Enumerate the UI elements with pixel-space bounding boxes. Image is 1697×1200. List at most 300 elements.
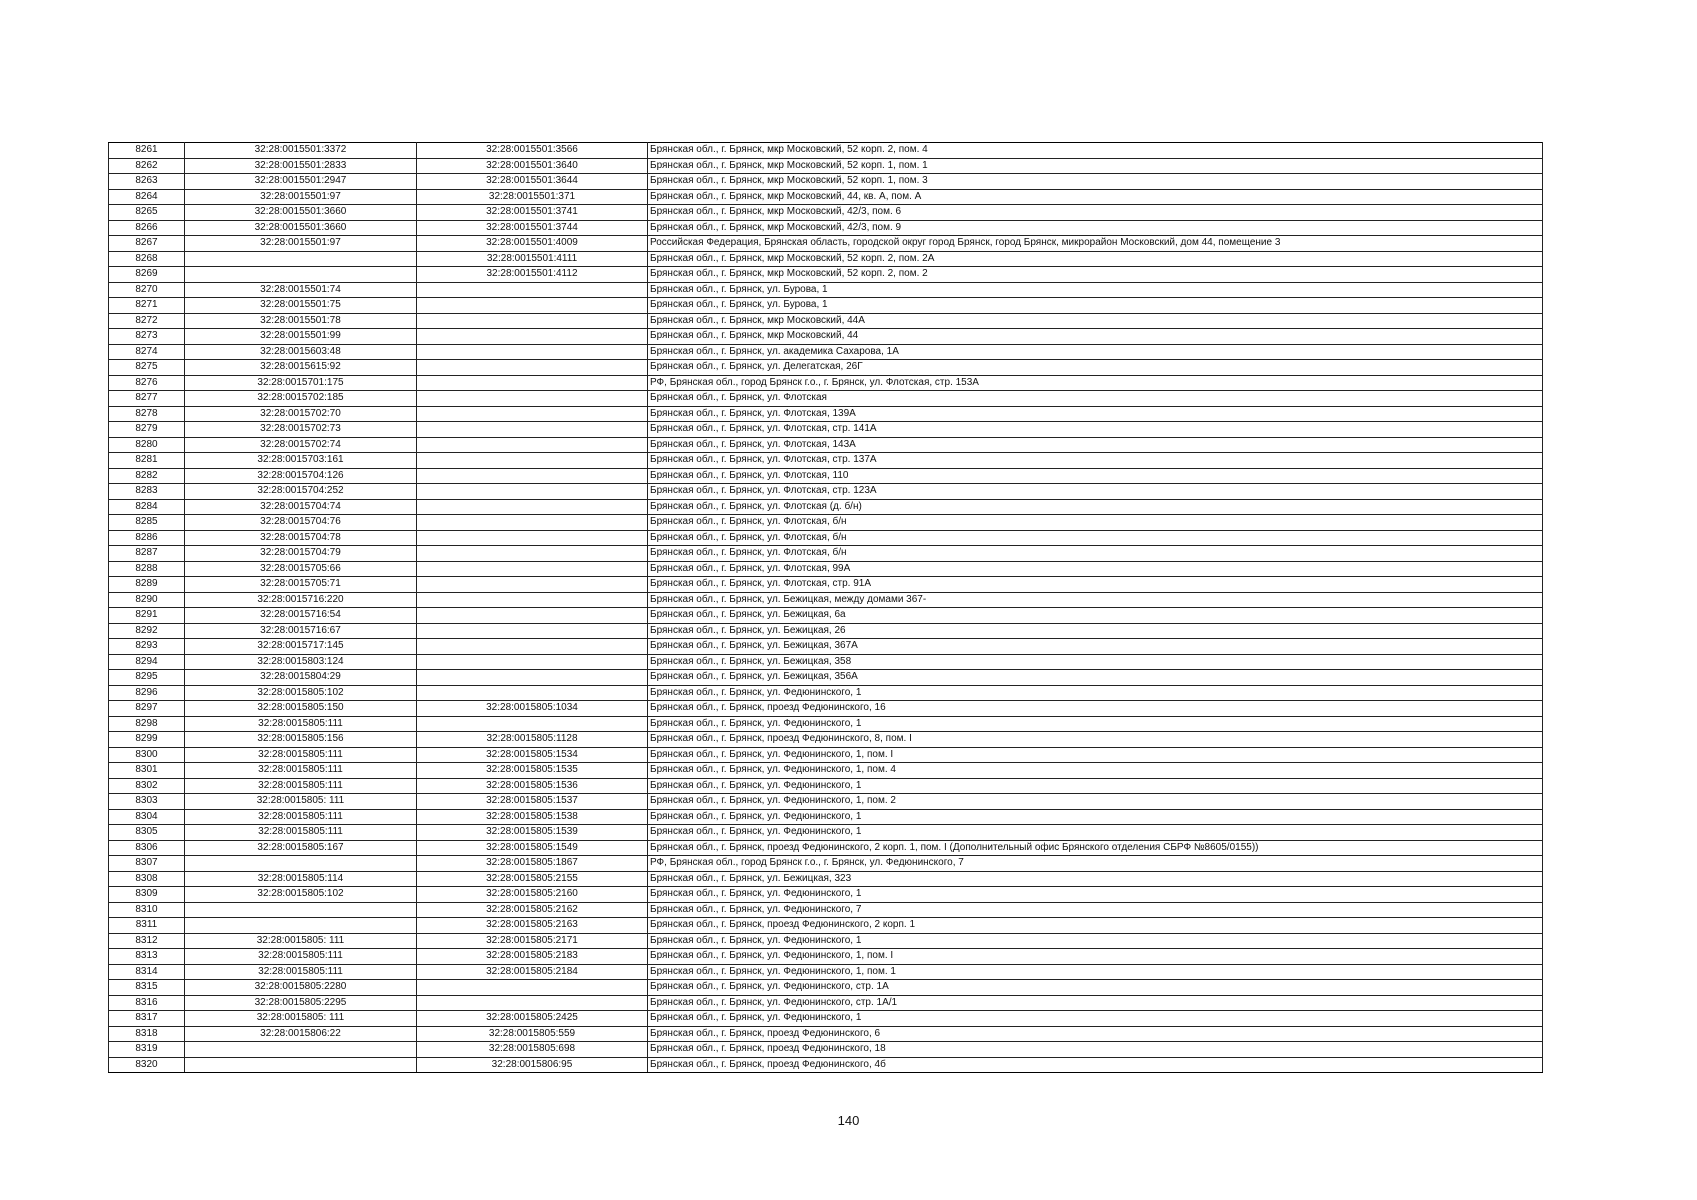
row-number-cell: 8290 bbox=[109, 592, 185, 608]
row-number-cell: 8316 bbox=[109, 995, 185, 1011]
row-number-cell: 8284 bbox=[109, 499, 185, 515]
address-cell: Брянская обл., г. Брянск, проезд Федюнинского, 16 bbox=[648, 701, 1543, 717]
address-cell: Брянская обл., г. Брянск, мкр Московский, 52 корп. 1, пом. 3 bbox=[648, 174, 1543, 190]
object-cadastral-number-cell: 32:28:0015805:1536 bbox=[417, 778, 648, 794]
land-cadastral-number-cell: 32:28:0015717:145 bbox=[185, 639, 417, 655]
row-number-cell: 8308 bbox=[109, 871, 185, 887]
row-number-cell: 8285 bbox=[109, 515, 185, 531]
address-cell: Брянская обл., г. Брянск, ул. Делегатская, 26Г bbox=[648, 360, 1543, 376]
table-row bbox=[109, 840, 1543, 856]
table-row bbox=[109, 995, 1543, 1011]
land-cadastral-number-cell: 32:28:0015716:54 bbox=[185, 608, 417, 624]
address-cell: Брянская обл., г. Брянск, ул. Флотская, стр. 123А bbox=[648, 484, 1543, 500]
table-row bbox=[109, 701, 1543, 717]
row-number-cell: 8320 bbox=[109, 1057, 185, 1073]
object-cadastral-number-cell bbox=[417, 406, 648, 422]
land-cadastral-number-cell: 32:28:0015805:111 bbox=[185, 825, 417, 841]
address-cell: Брянская обл., г. Брянск, ул. Флотская, б/н bbox=[648, 546, 1543, 562]
row-number-cell: 8289 bbox=[109, 577, 185, 593]
object-cadastral-number-cell: 32:28:0015805:1535 bbox=[417, 763, 648, 779]
land-cadastral-number-cell: 32:28:0015705:71 bbox=[185, 577, 417, 593]
row-number-cell: 8271 bbox=[109, 298, 185, 314]
address-cell: Брянская обл., г. Брянск, ул. Бежицкая, между домами 367- bbox=[648, 592, 1543, 608]
row-number-cell: 8299 bbox=[109, 732, 185, 748]
table-row bbox=[109, 360, 1543, 376]
records-table bbox=[108, 142, 1543, 1073]
row-number-cell: 8306 bbox=[109, 840, 185, 856]
address-cell: Брянская обл., г. Брянск, мкр Московский, 52 корп. 2, пом. 4 bbox=[648, 143, 1543, 159]
table-row bbox=[109, 453, 1543, 469]
object-cadastral-number-cell: 32:28:0015806:95 bbox=[417, 1057, 648, 1073]
table-row bbox=[109, 608, 1543, 624]
land-cadastral-number-cell bbox=[185, 918, 417, 934]
table-row bbox=[109, 871, 1543, 887]
address-cell: Брянская обл., г. Брянск, мкр Московский, 42/3, пом. 9 bbox=[648, 220, 1543, 236]
address-cell: Брянская обл., г. Брянск, ул. Федюнинского, 1 bbox=[648, 887, 1543, 903]
address-cell: Брянская обл., г. Брянск, ул. Федюнинского, 1 bbox=[648, 716, 1543, 732]
object-cadastral-number-cell: 32:28:0015805:559 bbox=[417, 1026, 648, 1042]
table-row bbox=[109, 980, 1543, 996]
object-cadastral-number-cell: 32:28:0015501:3741 bbox=[417, 205, 648, 221]
object-cadastral-number-cell: 32:28:0015805:2155 bbox=[417, 871, 648, 887]
object-cadastral-number-cell bbox=[417, 515, 648, 531]
object-cadastral-number-cell bbox=[417, 484, 648, 500]
table-row bbox=[109, 298, 1543, 314]
land-cadastral-number-cell: 32:28:0015704:79 bbox=[185, 546, 417, 562]
object-cadastral-number-cell bbox=[417, 995, 648, 1011]
row-number-cell: 8288 bbox=[109, 561, 185, 577]
row-number-cell: 8283 bbox=[109, 484, 185, 500]
address-cell: Брянская обл., г. Брянск, ул. Бежицкая, 367А bbox=[648, 639, 1543, 655]
address-cell: Брянская обл., г. Брянск, ул. Флотская bbox=[648, 391, 1543, 407]
row-number-cell: 8269 bbox=[109, 267, 185, 283]
land-cadastral-number-cell: 32:28:0015805:102 bbox=[185, 685, 417, 701]
address-cell: Брянская обл., г. Брянск, проезд Федюнинского, 18 bbox=[648, 1042, 1543, 1058]
land-cadastral-number-cell: 32:28:0015702:74 bbox=[185, 437, 417, 453]
object-cadastral-number-cell: 32:28:0015805:1549 bbox=[417, 840, 648, 856]
land-cadastral-number-cell: 32:28:0015805:111 bbox=[185, 716, 417, 732]
object-cadastral-number-cell: 32:28:0015805:1539 bbox=[417, 825, 648, 841]
table-row bbox=[109, 747, 1543, 763]
land-cadastral-number-cell: 32:28:0015501:75 bbox=[185, 298, 417, 314]
table-row bbox=[109, 778, 1543, 794]
address-cell: Брянская обл., г. Брянск, ул. Федюнинского, 1 bbox=[648, 778, 1543, 794]
address-cell: Брянская обл., г. Брянск, ул. Федюнинского, 1, пом. 1 bbox=[648, 964, 1543, 980]
land-cadastral-number-cell: 32:28:0015615:92 bbox=[185, 360, 417, 376]
table-row bbox=[109, 732, 1543, 748]
land-cadastral-number-cell: 32:28:0015704:74 bbox=[185, 499, 417, 515]
row-number-cell: 8265 bbox=[109, 205, 185, 221]
row-number-cell: 8277 bbox=[109, 391, 185, 407]
table-row bbox=[109, 577, 1543, 593]
address-cell: Брянская обл., г. Брянск, ул. Федюнинского, 1, пом. 2 bbox=[648, 794, 1543, 810]
table-row bbox=[109, 406, 1543, 422]
address-cell: Брянская обл., г. Брянск, ул. Федюнинского, 1, пом. I bbox=[648, 949, 1543, 965]
land-cadastral-number-cell bbox=[185, 1057, 417, 1073]
object-cadastral-number-cell: 32:28:0015501:3640 bbox=[417, 158, 648, 174]
address-cell: Брянская обл., г. Брянск, ул. Флотская, б/н bbox=[648, 515, 1543, 531]
records-table-body bbox=[109, 143, 1543, 1073]
page-number: 140 bbox=[837, 1113, 860, 1128]
object-cadastral-number-cell bbox=[417, 375, 648, 391]
row-number-cell: 8309 bbox=[109, 887, 185, 903]
object-cadastral-number-cell bbox=[417, 577, 648, 593]
object-cadastral-number-cell: 32:28:0015805:1537 bbox=[417, 794, 648, 810]
object-cadastral-number-cell: 32:28:0015805:1538 bbox=[417, 809, 648, 825]
table-row bbox=[109, 437, 1543, 453]
address-cell: Брянская обл., г. Брянск, ул. Федюнинского, стр. 1А/1 bbox=[648, 995, 1543, 1011]
row-number-cell: 8319 bbox=[109, 1042, 185, 1058]
land-cadastral-number-cell: 32:28:0015805:2295 bbox=[185, 995, 417, 1011]
row-number-cell: 8302 bbox=[109, 778, 185, 794]
row-number-cell: 8304 bbox=[109, 809, 185, 825]
table-row bbox=[109, 654, 1543, 670]
object-cadastral-number-cell bbox=[417, 623, 648, 639]
object-cadastral-number-cell: 32:28:0015805:1867 bbox=[417, 856, 648, 872]
address-cell: Брянская обл., г. Брянск, проезд Федюнинского, 8, пом. I bbox=[648, 732, 1543, 748]
address-cell: Брянская обл., г. Брянск, мкр Московский, 44, кв. А, пом. А bbox=[648, 189, 1543, 205]
object-cadastral-number-cell: 32:28:0015805:1128 bbox=[417, 732, 648, 748]
address-cell: Брянская обл., г. Брянск, ул. Бежицкая, 358 bbox=[648, 654, 1543, 670]
address-cell: Брянская обл., г. Брянск, ул. Флотская, 110 bbox=[648, 468, 1543, 484]
land-cadastral-number-cell: 32:28:0015703:161 bbox=[185, 453, 417, 469]
row-number-cell: 8278 bbox=[109, 406, 185, 422]
table-row bbox=[109, 143, 1543, 159]
address-cell: Брянская обл., г. Брянск, ул. Флотская, стр. 141А bbox=[648, 422, 1543, 438]
land-cadastral-number-cell: 32:28:0015805:167 bbox=[185, 840, 417, 856]
address-cell: Брянская обл., г. Брянск, мкр Московский, 52 корп. 2, пом. 2А bbox=[648, 251, 1543, 267]
land-cadastral-number-cell: 32:28:0015805:114 bbox=[185, 871, 417, 887]
object-cadastral-number-cell bbox=[417, 453, 648, 469]
table-row bbox=[109, 623, 1543, 639]
land-cadastral-number-cell: 32:28:0015805:111 bbox=[185, 809, 417, 825]
land-cadastral-number-cell: 32:28:0015805:150 bbox=[185, 701, 417, 717]
object-cadastral-number-cell bbox=[417, 685, 648, 701]
object-cadastral-number-cell: 32:28:0015805:698 bbox=[417, 1042, 648, 1058]
object-cadastral-number-cell bbox=[417, 422, 648, 438]
land-cadastral-number-cell: 32:28:0015702:73 bbox=[185, 422, 417, 438]
row-number-cell: 8261 bbox=[109, 143, 185, 159]
row-number-cell: 8276 bbox=[109, 375, 185, 391]
land-cadastral-number-cell: 32:28:0015704:252 bbox=[185, 484, 417, 500]
table-row bbox=[109, 887, 1543, 903]
object-cadastral-number-cell bbox=[417, 546, 648, 562]
table-row bbox=[109, 267, 1543, 283]
address-cell: Брянская обл., г. Брянск, ул. Флотская, стр. 137А bbox=[648, 453, 1543, 469]
land-cadastral-number-cell: 32:28:0015702:185 bbox=[185, 391, 417, 407]
object-cadastral-number-cell bbox=[417, 608, 648, 624]
table-row bbox=[109, 391, 1543, 407]
land-cadastral-number-cell bbox=[185, 856, 417, 872]
object-cadastral-number-cell: 32:28:0015805:2163 bbox=[417, 918, 648, 934]
address-cell: Брянская обл., г. Брянск, мкр Московский, 44 bbox=[648, 329, 1543, 345]
address-cell: Брянская обл., г. Брянск, проезд Федюнинского, 4б bbox=[648, 1057, 1543, 1073]
address-cell: Брянская обл., г. Брянск, ул. Бежицкая, 6а bbox=[648, 608, 1543, 624]
land-cadastral-number-cell: 32:28:0015804:29 bbox=[185, 670, 417, 686]
table-row bbox=[109, 964, 1543, 980]
land-cadastral-number-cell: 32:28:0015805:111 bbox=[185, 747, 417, 763]
row-number-cell: 8263 bbox=[109, 174, 185, 190]
object-cadastral-number-cell bbox=[417, 716, 648, 732]
row-number-cell: 8303 bbox=[109, 794, 185, 810]
address-cell: Брянская обл., г. Брянск, ул. Флотская, 143А bbox=[648, 437, 1543, 453]
land-cadastral-number-cell: 32:28:0015501:3372 bbox=[185, 143, 417, 159]
table-row bbox=[109, 1026, 1543, 1042]
row-number-cell: 8267 bbox=[109, 236, 185, 252]
land-cadastral-number-cell: 32:28:0015805:156 bbox=[185, 732, 417, 748]
table-row bbox=[109, 902, 1543, 918]
table-row bbox=[109, 856, 1543, 872]
row-number-cell: 8313 bbox=[109, 949, 185, 965]
address-cell: Брянская обл., г. Брянск, ул. Бурова, 1 bbox=[648, 298, 1543, 314]
row-number-cell: 8273 bbox=[109, 329, 185, 345]
land-cadastral-number-cell: 32:28:0015501:74 bbox=[185, 282, 417, 298]
object-cadastral-number-cell: 32:28:0015501:3566 bbox=[417, 143, 648, 159]
land-cadastral-number-cell: 32:28:0015805:111 bbox=[185, 964, 417, 980]
row-number-cell: 8318 bbox=[109, 1026, 185, 1042]
object-cadastral-number-cell bbox=[417, 298, 648, 314]
address-cell: Брянская обл., г. Брянск, ул. Федюнинского, 1 bbox=[648, 809, 1543, 825]
address-cell: Брянская обл., г. Брянск, ул. Флотская, 99А bbox=[648, 561, 1543, 577]
land-cadastral-number-cell: 32:28:0015704:76 bbox=[185, 515, 417, 531]
row-number-cell: 8317 bbox=[109, 1011, 185, 1027]
address-cell: Брянская обл., г. Брянск, ул. Флотская, стр. 91А bbox=[648, 577, 1543, 593]
row-number-cell: 8312 bbox=[109, 933, 185, 949]
object-cadastral-number-cell: 32:28:0015805:1534 bbox=[417, 747, 648, 763]
row-number-cell: 8272 bbox=[109, 313, 185, 329]
table-row bbox=[109, 1057, 1543, 1073]
row-number-cell: 8298 bbox=[109, 716, 185, 732]
row-number-cell: 8262 bbox=[109, 158, 185, 174]
object-cadastral-number-cell: 32:28:0015805:2184 bbox=[417, 964, 648, 980]
address-cell: Брянская обл., г. Брянск, ул. Федюнинского, 7 bbox=[648, 902, 1543, 918]
land-cadastral-number-cell: 32:28:0015805:111 bbox=[185, 949, 417, 965]
row-number-cell: 8311 bbox=[109, 918, 185, 934]
table-row bbox=[109, 344, 1543, 360]
table-row bbox=[109, 313, 1543, 329]
table-row bbox=[109, 809, 1543, 825]
table-row bbox=[109, 1042, 1543, 1058]
row-number-cell: 8300 bbox=[109, 747, 185, 763]
object-cadastral-number-cell bbox=[417, 391, 648, 407]
land-cadastral-number-cell: 32:28:0015806:22 bbox=[185, 1026, 417, 1042]
address-cell: Брянская обл., г. Брянск, мкр Московский, 52 корп. 1, пом. 1 bbox=[648, 158, 1543, 174]
object-cadastral-number-cell: 32:28:0015805:2425 bbox=[417, 1011, 648, 1027]
table-row bbox=[109, 422, 1543, 438]
row-number-cell: 8287 bbox=[109, 546, 185, 562]
table-row bbox=[109, 918, 1543, 934]
table-row bbox=[109, 484, 1543, 500]
land-cadastral-number-cell: 32:28:0015805:2280 bbox=[185, 980, 417, 996]
land-cadastral-number-cell: 32:28:0015603:48 bbox=[185, 344, 417, 360]
table-row bbox=[109, 499, 1543, 515]
object-cadastral-number-cell: 32:28:0015501:4111 bbox=[417, 251, 648, 267]
address-cell: Брянская обл., г. Брянск, ул. Федюнинского, 1 bbox=[648, 1011, 1543, 1027]
object-cadastral-number-cell bbox=[417, 980, 648, 996]
row-number-cell: 8292 bbox=[109, 623, 185, 639]
address-cell: Брянская обл., г. Брянск, ул. Флотская, б/н bbox=[648, 530, 1543, 546]
land-cadastral-number-cell bbox=[185, 267, 417, 283]
land-cadastral-number-cell bbox=[185, 1042, 417, 1058]
land-cadastral-number-cell: 32:28:0015705:66 bbox=[185, 561, 417, 577]
row-number-cell: 8295 bbox=[109, 670, 185, 686]
table-row bbox=[109, 375, 1543, 391]
row-number-cell: 8297 bbox=[109, 701, 185, 717]
land-cadastral-number-cell: 32:28:0015501:2833 bbox=[185, 158, 417, 174]
table-row bbox=[109, 515, 1543, 531]
object-cadastral-number-cell: 32:28:0015805:1034 bbox=[417, 701, 648, 717]
object-cadastral-number-cell bbox=[417, 499, 648, 515]
address-cell: Брянская обл., г. Брянск, ул. Федюнинского, 1 bbox=[648, 825, 1543, 841]
land-cadastral-number-cell: 32:28:0015716:67 bbox=[185, 623, 417, 639]
table-row bbox=[109, 794, 1543, 810]
object-cadastral-number-cell bbox=[417, 282, 648, 298]
table-row bbox=[109, 468, 1543, 484]
address-cell: Брянская обл., г. Брянск, ул. академика Сахарова, 1А bbox=[648, 344, 1543, 360]
land-cadastral-number-cell: 32:28:0015803:124 bbox=[185, 654, 417, 670]
row-number-cell: 8279 bbox=[109, 422, 185, 438]
table-row bbox=[109, 763, 1543, 779]
row-number-cell: 8275 bbox=[109, 360, 185, 376]
land-cadastral-number-cell: 32:28:0015805: 111 bbox=[185, 1011, 417, 1027]
table-row bbox=[109, 949, 1543, 965]
address-cell: Брянская обл., г. Брянск, ул. Флотская, 139А bbox=[648, 406, 1543, 422]
address-cell: Брянская обл., г. Брянск, проезд Федюнинского, 2 корп. 1 bbox=[648, 918, 1543, 934]
table-row bbox=[109, 825, 1543, 841]
row-number-cell: 8281 bbox=[109, 453, 185, 469]
table-row bbox=[109, 933, 1543, 949]
object-cadastral-number-cell: 32:28:0015501:3744 bbox=[417, 220, 648, 236]
row-number-cell: 8291 bbox=[109, 608, 185, 624]
address-cell: Брянская обл., г. Брянск, ул. Федюнинского, 1 bbox=[648, 685, 1543, 701]
object-cadastral-number-cell: 32:28:0015501:3644 bbox=[417, 174, 648, 190]
row-number-cell: 8296 bbox=[109, 685, 185, 701]
address-cell: Брянская обл., г. Брянск, мкр Московский, 52 корп. 2, пом. 2 bbox=[648, 267, 1543, 283]
object-cadastral-number-cell bbox=[417, 530, 648, 546]
object-cadastral-number-cell: 32:28:0015805:2183 bbox=[417, 949, 648, 965]
row-number-cell: 8268 bbox=[109, 251, 185, 267]
table-row bbox=[109, 158, 1543, 174]
object-cadastral-number-cell bbox=[417, 313, 648, 329]
land-cadastral-number-cell: 32:28:0015716:220 bbox=[185, 592, 417, 608]
object-cadastral-number-cell bbox=[417, 654, 648, 670]
address-cell: Брянская обл., г. Брянск, ул. Бежицкая, 356А bbox=[648, 670, 1543, 686]
table-row bbox=[109, 716, 1543, 732]
row-number-cell: 8270 bbox=[109, 282, 185, 298]
land-cadastral-number-cell: 32:28:0015701:175 bbox=[185, 375, 417, 391]
row-number-cell: 8274 bbox=[109, 344, 185, 360]
land-cadastral-number-cell: 32:28:0015501:3660 bbox=[185, 205, 417, 221]
land-cadastral-number-cell: 32:28:0015704:126 bbox=[185, 468, 417, 484]
land-cadastral-number-cell bbox=[185, 251, 417, 267]
row-number-cell: 8264 bbox=[109, 189, 185, 205]
object-cadastral-number-cell bbox=[417, 592, 648, 608]
row-number-cell: 8282 bbox=[109, 468, 185, 484]
table-row bbox=[109, 561, 1543, 577]
address-cell: РФ, Брянская обл., город Брянск г.о., г. Брянск, ул. Флотская, стр. 153А bbox=[648, 375, 1543, 391]
row-number-cell: 8286 bbox=[109, 530, 185, 546]
table-row bbox=[109, 1011, 1543, 1027]
object-cadastral-number-cell: 32:28:0015805:2162 bbox=[417, 902, 648, 918]
land-cadastral-number-cell: 32:28:0015501:2947 bbox=[185, 174, 417, 190]
object-cadastral-number-cell: 32:28:0015805:2160 bbox=[417, 887, 648, 903]
land-cadastral-number-cell: 32:28:0015501:99 bbox=[185, 329, 417, 345]
land-cadastral-number-cell: 32:28:0015805: 111 bbox=[185, 933, 417, 949]
address-cell: Брянская обл., г. Брянск, ул. Бежицкая, 323 bbox=[648, 871, 1543, 887]
land-cadastral-number-cell: 32:28:0015501:97 bbox=[185, 189, 417, 205]
table-row bbox=[109, 530, 1543, 546]
table-row bbox=[109, 174, 1543, 190]
row-number-cell: 8310 bbox=[109, 902, 185, 918]
table-row bbox=[109, 236, 1543, 252]
object-cadastral-number-cell bbox=[417, 329, 648, 345]
row-number-cell: 8315 bbox=[109, 980, 185, 996]
address-cell: Брянская обл., г. Брянск, ул. Федюнинского, стр. 1А bbox=[648, 980, 1543, 996]
object-cadastral-number-cell bbox=[417, 639, 648, 655]
object-cadastral-number-cell bbox=[417, 360, 648, 376]
land-cadastral-number-cell: 32:28:0015805:111 bbox=[185, 763, 417, 779]
table-row bbox=[109, 685, 1543, 701]
address-cell: Брянская обл., г. Брянск, проезд Федюнинского, 6 bbox=[648, 1026, 1543, 1042]
object-cadastral-number-cell: 32:28:0015805:2171 bbox=[417, 933, 648, 949]
address-cell: Брянская обл., г. Брянск, ул. Федюнинского, 1 bbox=[648, 933, 1543, 949]
row-number-cell: 8266 bbox=[109, 220, 185, 236]
table-row bbox=[109, 189, 1543, 205]
land-cadastral-number-cell: 32:28:0015501:3660 bbox=[185, 220, 417, 236]
object-cadastral-number-cell bbox=[417, 344, 648, 360]
table-row bbox=[109, 546, 1543, 562]
address-cell: РФ, Брянская обл., город Брянск г.о., г. Брянск, ул. Федюнинского, 7 bbox=[648, 856, 1543, 872]
table-row bbox=[109, 592, 1543, 608]
object-cadastral-number-cell: 32:28:0015501:4112 bbox=[417, 267, 648, 283]
land-cadastral-number-cell bbox=[185, 902, 417, 918]
table-row bbox=[109, 220, 1543, 236]
row-number-cell: 8294 bbox=[109, 654, 185, 670]
land-cadastral-number-cell: 32:28:0015805:111 bbox=[185, 778, 417, 794]
table-row bbox=[109, 670, 1543, 686]
row-number-cell: 8301 bbox=[109, 763, 185, 779]
land-cadastral-number-cell: 32:28:0015805: 111 bbox=[185, 794, 417, 810]
object-cadastral-number-cell bbox=[417, 437, 648, 453]
row-number-cell: 8314 bbox=[109, 964, 185, 980]
address-cell: Брянская обл., г. Брянск, ул. Бурова, 1 bbox=[648, 282, 1543, 298]
land-cadastral-number-cell: 32:28:0015501:78 bbox=[185, 313, 417, 329]
table-row bbox=[109, 282, 1543, 298]
address-cell: Брянская обл., г. Брянск, ул. Федюнинского, 1, пом. 4 bbox=[648, 763, 1543, 779]
land-cadastral-number-cell: 32:28:0015704:78 bbox=[185, 530, 417, 546]
address-cell: Брянская обл., г. Брянск, мкр Московский, 42/3, пом. 6 bbox=[648, 205, 1543, 221]
land-cadastral-number-cell: 32:28:0015702:70 bbox=[185, 406, 417, 422]
row-number-cell: 8293 bbox=[109, 639, 185, 655]
table-row bbox=[109, 329, 1543, 345]
table-row bbox=[109, 251, 1543, 267]
object-cadastral-number-cell bbox=[417, 670, 648, 686]
address-cell: Брянская обл., г. Брянск, ул. Флотская (д. б/н) bbox=[648, 499, 1543, 515]
row-number-cell: 8280 bbox=[109, 437, 185, 453]
object-cadastral-number-cell: 32:28:0015501:4009 bbox=[417, 236, 648, 252]
land-cadastral-number-cell: 32:28:0015805:102 bbox=[185, 887, 417, 903]
address-cell: Брянская обл., г. Брянск, ул. Бежицкая, 26 bbox=[648, 623, 1543, 639]
object-cadastral-number-cell bbox=[417, 561, 648, 577]
object-cadastral-number-cell bbox=[417, 468, 648, 484]
address-cell: Брянская обл., г. Брянск, проезд Федюнинского, 2 корп. 1, пом. I (Дополнительный офис Брянского отделения СБРФ №8605/0155)) bbox=[648, 840, 1543, 856]
address-cell: Российская Федерация, Брянская область, городской округ город Брянск, город Брянск, микрорайон Московский, дом 44, помещение 3 bbox=[648, 236, 1543, 252]
address-cell: Брянская обл., г. Брянск, мкр Московский, 44А bbox=[648, 313, 1543, 329]
object-cadastral-number-cell: 32:28:0015501:371 bbox=[417, 189, 648, 205]
table-row bbox=[109, 639, 1543, 655]
table-row bbox=[109, 205, 1543, 221]
address-cell: Брянская обл., г. Брянск, ул. Федюнинского, 1, пом. I bbox=[648, 747, 1543, 763]
